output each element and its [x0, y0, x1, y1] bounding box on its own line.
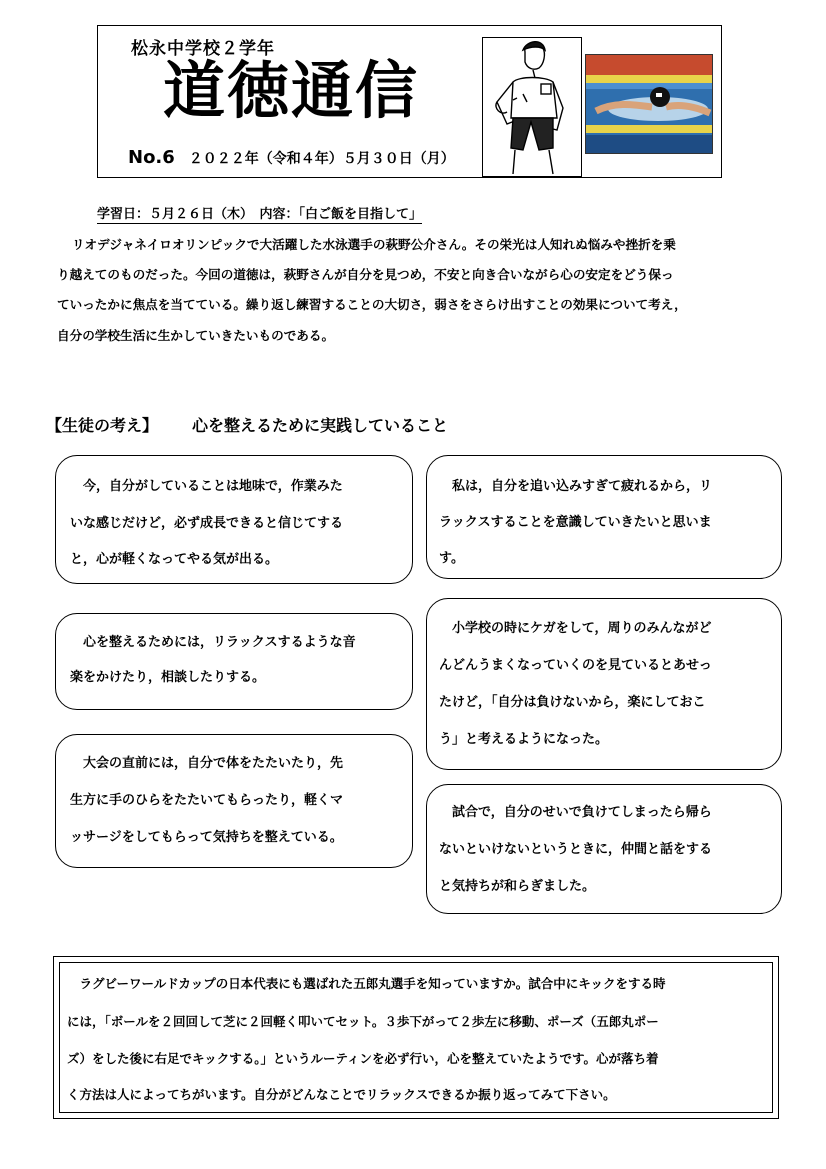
opinion-line: 今，自分がしていることは地味で，作業みた — [70, 479, 343, 494]
section-subtitle: 心を整えるために実践していること — [192, 416, 449, 435]
opinion-bubble — [426, 455, 782, 579]
opinion-bubble — [426, 784, 782, 914]
opinion-line: いな感じだけど，必ず成長できると信じてする — [70, 516, 344, 531]
opinion-line: 楽をかけたり，相談したりする。 — [70, 670, 266, 685]
opinion-line: 試合で，自分のせいで負けてしまったら帰ら — [439, 805, 712, 820]
opinion-bubble — [426, 598, 782, 770]
opinion-line: ラックスすることを意識していきたいと思いま — [439, 515, 712, 530]
opinion-line: 大会の直前には，自分で体をたたいたり，先 — [70, 756, 344, 771]
opinion-line: たけど，「自分は負けないから，楽にしておこ — [439, 695, 706, 710]
butterfly-swimmer-photo-icon — [586, 55, 713, 154]
opinion-line: う」と考えるようになった。 — [439, 732, 609, 747]
opinion-line: ないといけないというときに，仲間と話をする — [439, 842, 713, 857]
intro-line: リオデジャネイロオリンピックで大活躍した水泳選手の萩野公介さん。その栄光は人知れぬ悩みや挫折を乗 — [72, 237, 676, 252]
opinion-bubble — [55, 734, 413, 868]
swimmer-photo — [585, 54, 713, 154]
school-name: 松永中学校２学年 — [131, 39, 275, 59]
intro-line: り越えてのものだった。今回の道徳は，萩野さんが自分を見つめ，不安と向き合いながら心の安定をどう保っ — [57, 267, 674, 282]
message-line: には，「ボールを２回回して芝に２回軽く叩いてセット。３歩下がって２歩左に移動、ポーズ（五郎丸ポー — [67, 1014, 659, 1029]
opinion-bubble — [55, 455, 413, 584]
opinion-line: 小学校の時にケガをして，周りのみんながど — [439, 621, 712, 636]
issue-number: No.6 — [128, 147, 175, 168]
message-line: く方法は人によってちがいます。自分がどんなことでリラックスできるか振り返ってみて下さい。 — [67, 1087, 616, 1102]
section-heading: 【生徒の考え】 — [46, 416, 159, 435]
issue-date: ２０２２年（令和４年）５月３０日（月） — [188, 151, 455, 167]
swimmer-illustration-icon — [483, 38, 581, 176]
opinion-line: と，心が軽くなってやる気が出る。 — [70, 552, 279, 567]
opinion-line: 心を整えるためには，リラックスするような音 — [70, 635, 356, 650]
opinion-line: と気持ちが和らぎました。 — [439, 879, 596, 894]
message-line: ラグビーワールドカップの日本代表にも選ばれた五郎丸選手を知っていますか。試合中にキックをする時 — [67, 976, 666, 991]
newsletter-title: 道徳通信 — [163, 54, 420, 127]
message-line: ズ）をした後に右足でキックする。」というルーティンを必ず行い，心を整えていたようです。心が落ち着 — [67, 1051, 659, 1066]
section-title — [46, 413, 448, 436]
opinion-bubble — [55, 613, 413, 710]
opinion-line: んどんうまくなっていくのを見ているとあせっ — [439, 658, 712, 673]
intro-line: 自分の学校生活に生かしていきたいものである。 — [57, 328, 335, 343]
study-date-topic: 学習日：５月２６日（木） 内容：「白ご飯を目指して」 — [97, 203, 422, 224]
opinion-line: ッサージをしてもらって気持ちを整えている。 — [70, 830, 343, 845]
issue-line — [128, 147, 455, 168]
opinion-line: 私は，自分を追い込みすぎて疲れるから，リ — [439, 479, 713, 494]
opinion-line: 生方に手のひらをたたいてもらったり，軽くマ — [70, 793, 344, 808]
opinion-line: す。 — [439, 551, 464, 566]
intro-line: ていったかに焦点を当てている。繰り返し練習することの大切さ，弱さをさらけ出すことの効果について考え， — [57, 297, 687, 312]
swimmer-illustration — [482, 37, 582, 177]
